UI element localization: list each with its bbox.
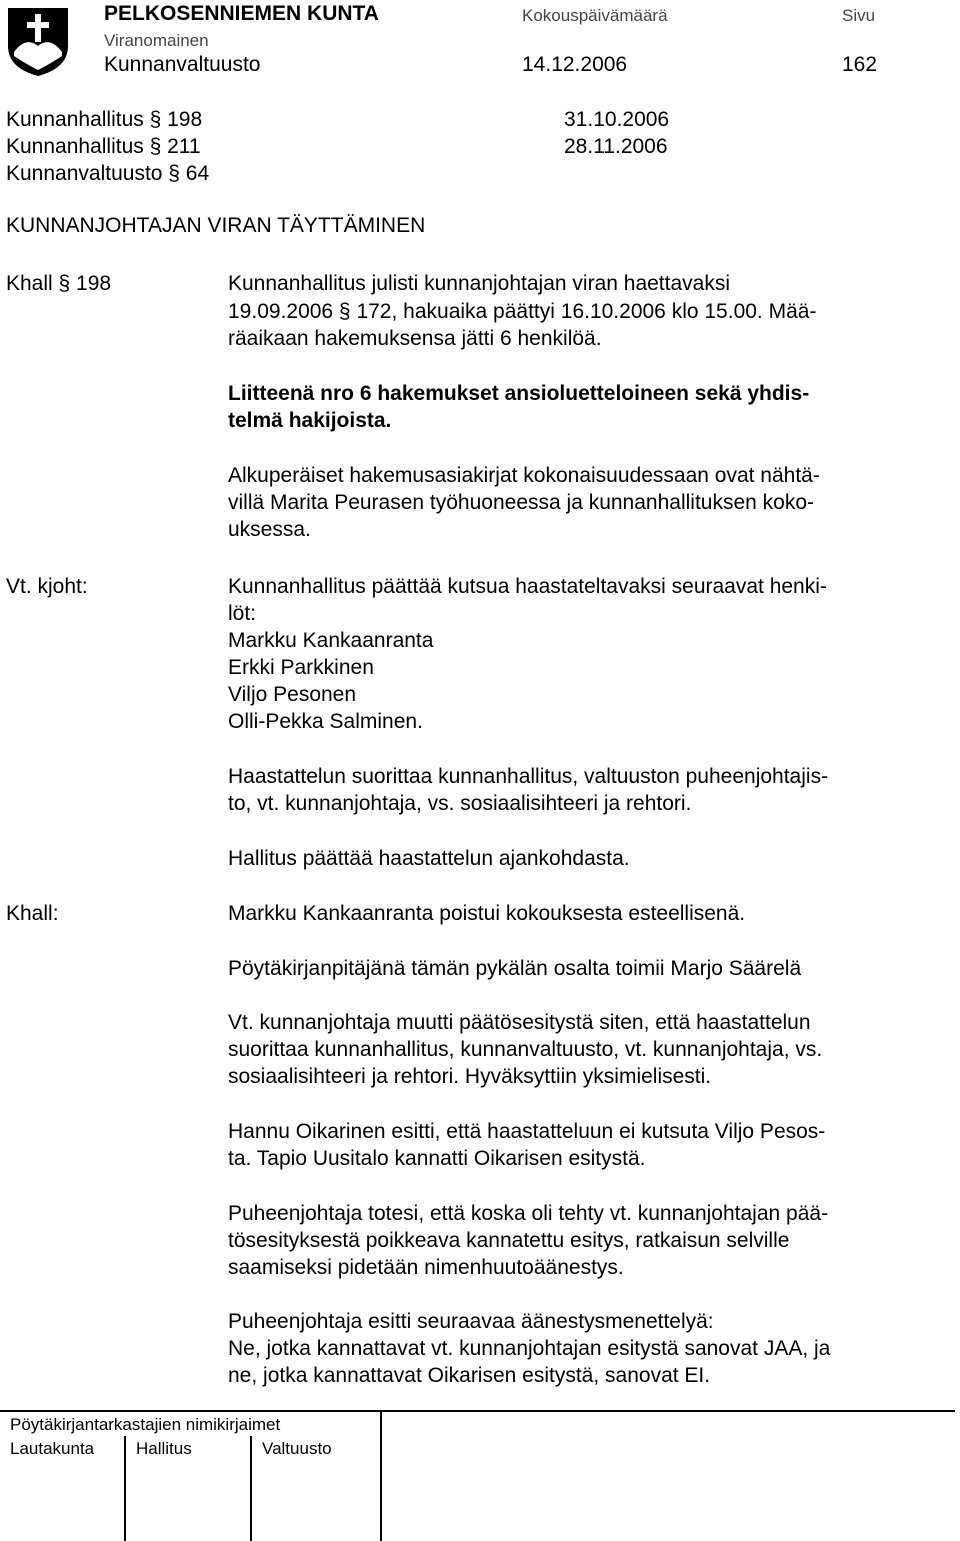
paragraph-line: Alkuperäiset hakemusasiakirjat kokonaisuudessaan ovat nähtä-: [228, 464, 820, 487]
paragraph-line: suorittaa kunnanhallitus, kunnanvaltuusto, vt. kunnanjohtaja, vs.: [228, 1038, 823, 1061]
paragraph-line: ne, jotka kannattavat Oikarisen esitystä, sanovat EI.: [228, 1364, 711, 1387]
paragraph-line: to, vt. kunnanjohtaja, vs. sosiaalisihteeri ja rehtori.: [228, 792, 692, 815]
organization-name: PELKOSENNIEMEN KUNTA: [104, 2, 379, 25]
page-label: Sivu: [842, 6, 876, 25]
paragraph-line: Pöytäkirjanpitäjänä tämän pykälän osalta toimii Marjo Säärelä: [228, 957, 802, 980]
paragraph-line: Vt. kunnanjohtaja muutti päätösesitystä siten, että haastattelun: [228, 1011, 811, 1034]
candidate-name: Markku Kankaanranta: [228, 629, 434, 652]
section-title: KUNNANJOHTAJAN VIRAN TÄYTTÄMINEN: [6, 214, 426, 237]
paragraph-line: 19.09.2006 § 172, hakuaika päättyi 16.10.2006 klo 15.00. Mää-: [228, 300, 817, 323]
attachment-line: Liitteenä nro 6 hakemukset ansioluetteloineen sekä yhdis-: [228, 382, 810, 405]
reference-line: Kunnanhallitus § 198: [6, 108, 203, 131]
paragraph-line: saamiseksi pidetään nimenhuutoäänestys.: [228, 1256, 624, 1279]
footer-divider: [124, 1436, 126, 1541]
paragraph-line: Puheenjohtaja esitti seuraavaa äänestysmenettelyä:: [228, 1310, 714, 1333]
paragraph-line: Hallitus päättää haastattelun ajankohdasta.: [228, 847, 630, 870]
meeting-date: 14.12.2006: [522, 53, 628, 76]
candidate-name: Erkki Parkkinen: [228, 656, 374, 679]
date-label: Kokouspäivämäärä: [522, 6, 668, 25]
candidate-name: Viljo Pesonen: [228, 683, 357, 706]
paragraph-line: Ne, jotka kannattavat vt. kunnanjohtajan esitystä sanovat JAA, ja: [228, 1337, 831, 1360]
paragraph-line: uksessa.: [228, 518, 311, 541]
vt-kjoht-label: Vt. kjoht:: [6, 575, 88, 598]
reference-date: 31.10.2006: [564, 108, 670, 131]
paragraph-line: Kunnanhallitus julisti kunnanjohtajan viran haettavaksi: [228, 272, 730, 295]
municipal-coat-of-arms-logo: [6, 6, 70, 78]
reference-line: Kunnanvaltuusto § 64: [6, 162, 210, 185]
paragraph-line: Markku Kankaanranta poistui kokouksesta esteellisenä.: [228, 902, 746, 925]
footer-col-valtuusto: Valtuusto: [262, 1439, 332, 1458]
authority-value: Kunnanvaltuusto: [104, 53, 261, 76]
khall-label: Khall:: [6, 902, 59, 925]
footer-col-lautakunta: Lautakunta: [10, 1439, 95, 1458]
paragraph-line: Hannu Oikarinen esitti, että haastatteluun ei kutsuta Viljo Pesos-: [228, 1120, 826, 1143]
khall-198-label: Khall § 198: [6, 272, 112, 295]
candidate-name: Olli-Pekka Salminen.: [228, 710, 423, 733]
paragraph-line: räaikaan hakemuksensa jätti 6 henkilöä.: [228, 327, 602, 350]
reference-line: Kunnanhallitus § 211: [6, 135, 201, 158]
page-number: 162: [842, 53, 878, 76]
authority-label: Viranomainen: [104, 31, 209, 50]
footer-top-rule: [0, 1410, 955, 1412]
paragraph-line: ta. Tapio Uusitalo kannatti Oikarisen esitystä.: [228, 1147, 646, 1170]
paragraph-line: Puheenjohtaja totesi, että koska oli tehty vt. kunnanjohtajan pää-: [228, 1202, 829, 1225]
signatures-label: Pöytäkirjantarkastajien nimikirjaimet: [10, 1415, 281, 1434]
paragraph-line: villä Marita Peurasen työhuoneessa ja kunnanhallituksen koko-: [228, 491, 815, 514]
paragraph-line: Haastattelun suorittaa kunnanhallitus, valtuuston puheenjohtajis-: [228, 765, 829, 788]
paragraph-line: Kunnanhallitus päättää kutsua haastateltavaksi seuraavat henki-: [228, 575, 827, 598]
footer-divider: [250, 1436, 252, 1541]
paragraph-line: tösesityksestä poikkeava kannatettu esitys, ratkaisun selville: [228, 1229, 790, 1252]
attachment-line: telmä hakijoista.: [228, 409, 392, 432]
reference-date: 28.11.2006: [564, 135, 668, 158]
footer-divider: [380, 1410, 382, 1541]
footer-col-hallitus: Hallitus: [136, 1439, 192, 1458]
paragraph-line: löt:: [228, 602, 257, 625]
paragraph-line: sosiaalisihteeri ja rehtori. Hyväksyttiin yksimielisesti.: [228, 1065, 712, 1088]
